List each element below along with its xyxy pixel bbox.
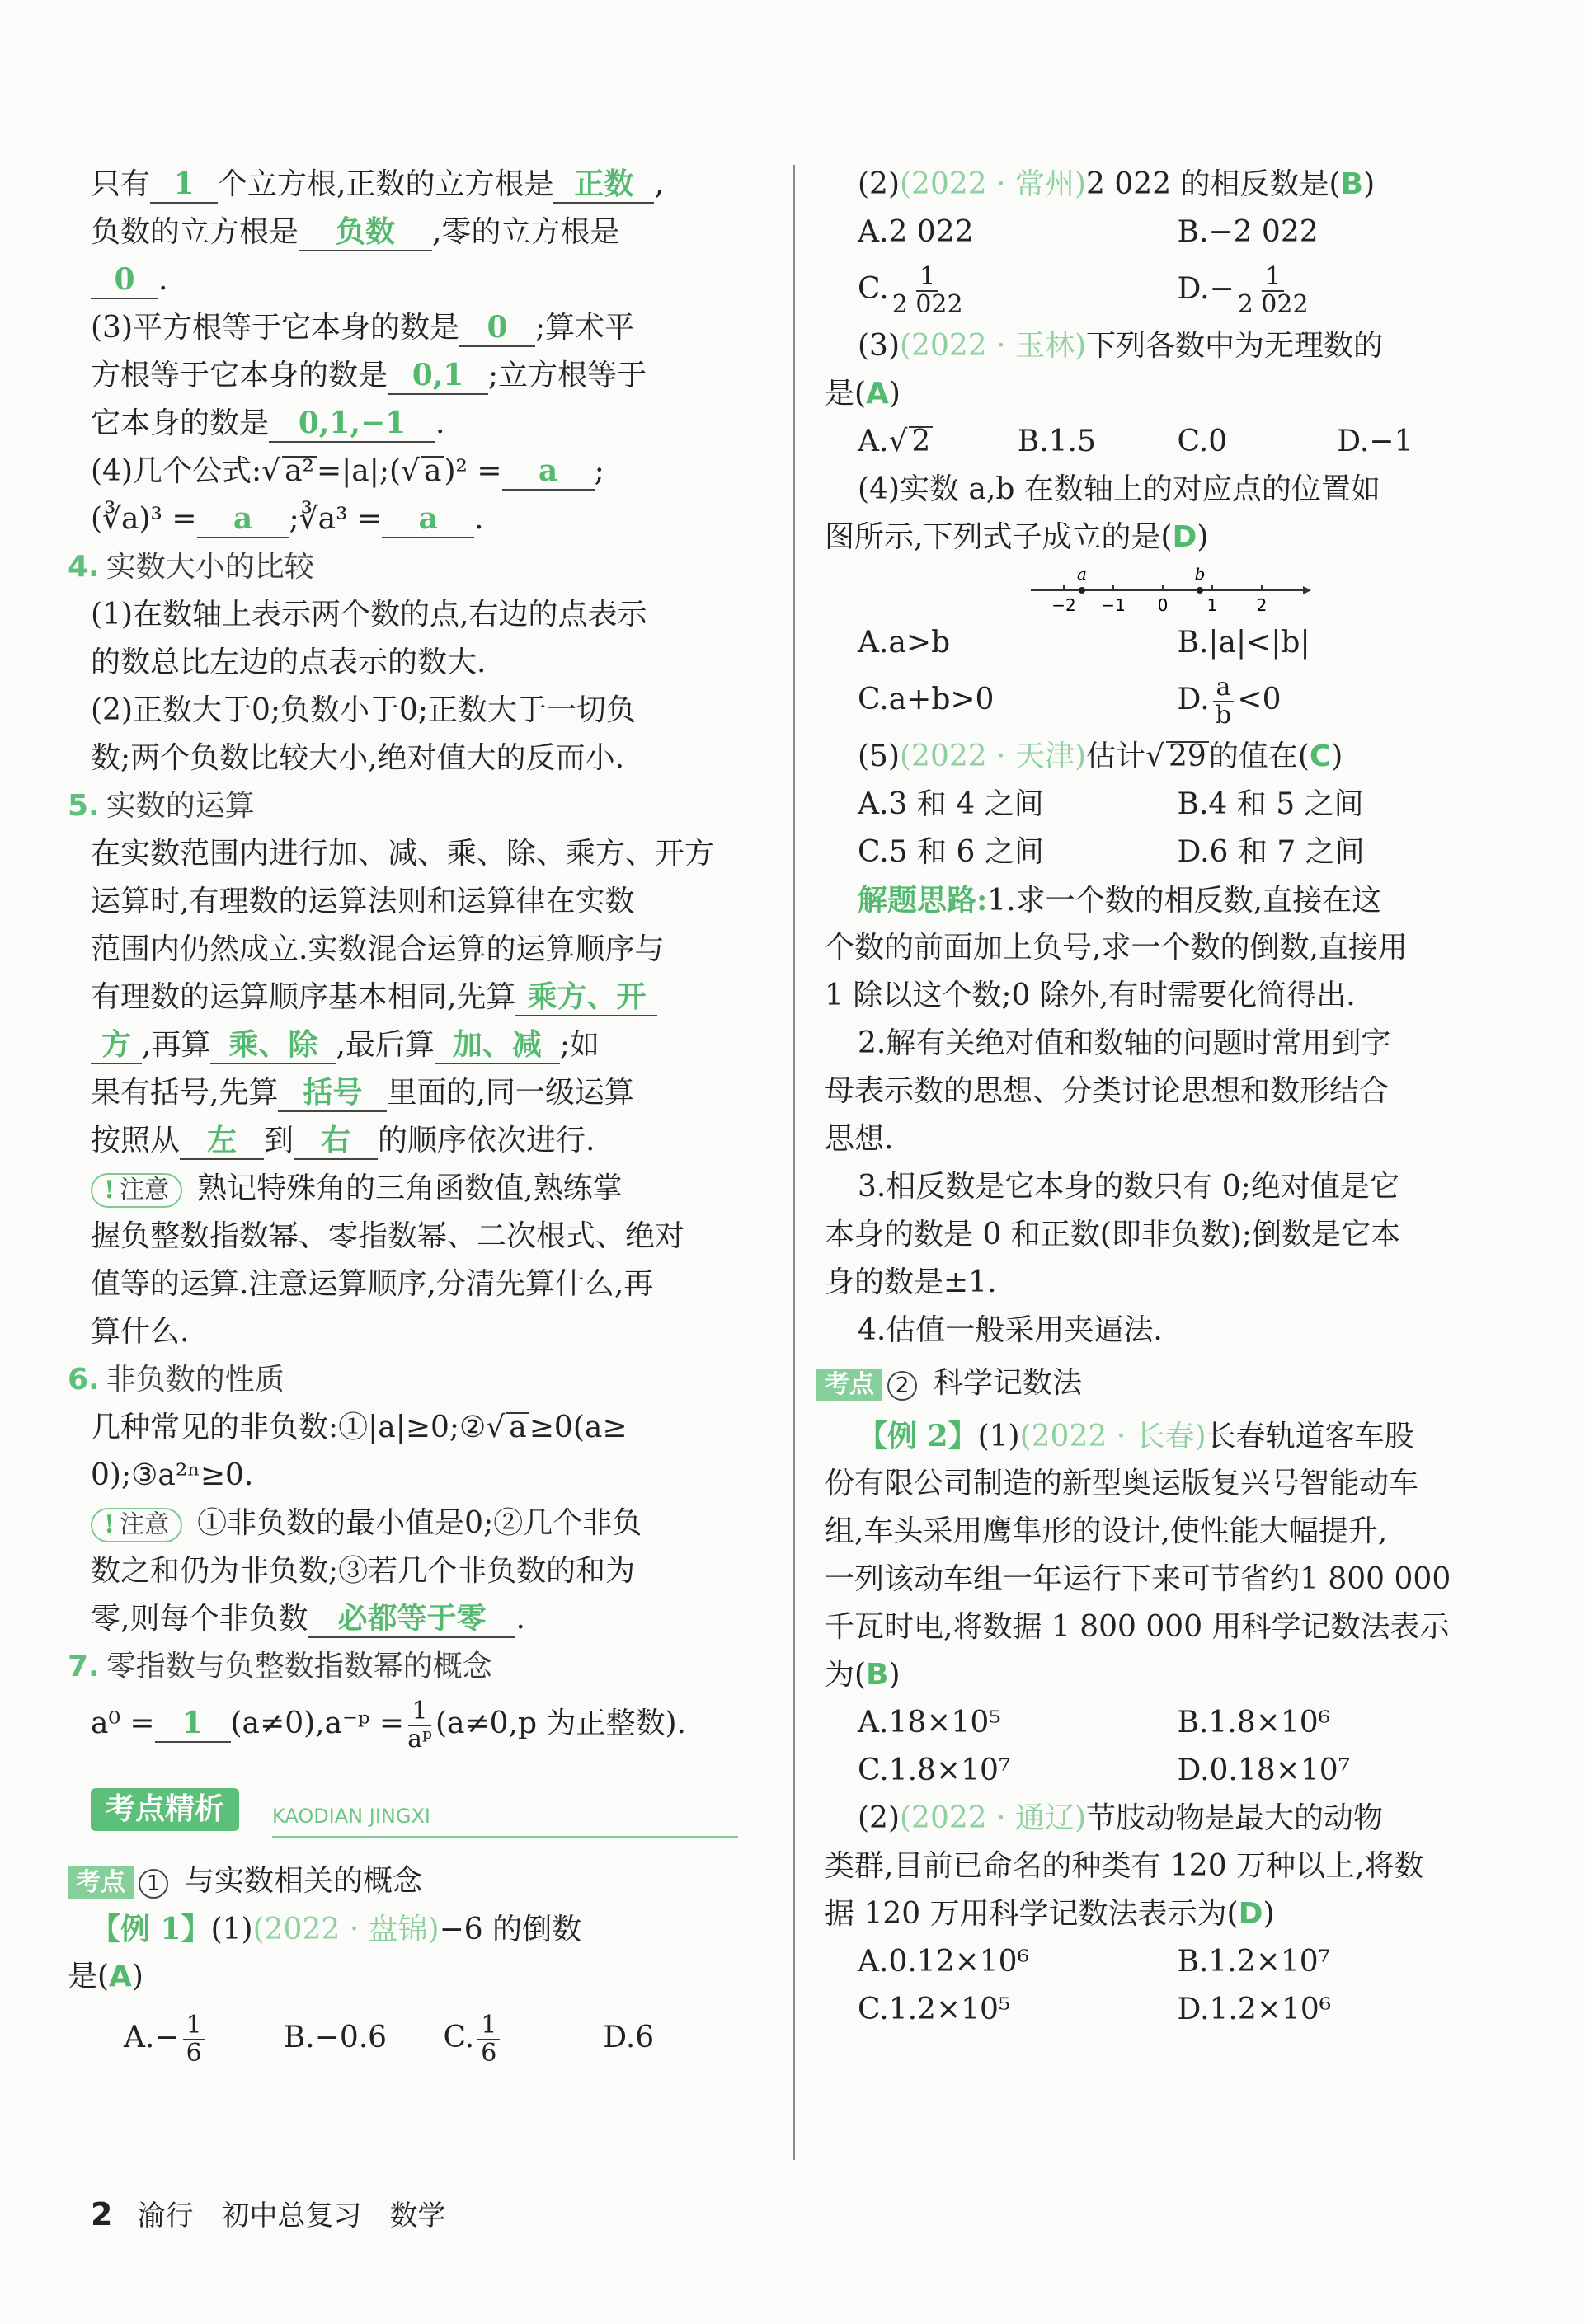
answer-blank: 加、减 (435, 1026, 560, 1064)
tick-label: 1 (1206, 595, 1218, 615)
section-heading: 5. 实数的运算 (68, 789, 255, 823)
column-divider (793, 165, 795, 2160)
options-row: A.√ 2 B.1.5 C.0 D.−1 (858, 425, 1413, 458)
text-line: 0 . (91, 256, 763, 304)
number-line-figure (1031, 561, 1311, 619)
point-b (1197, 587, 1203, 594)
option-a: A.− $\frac{1}{6}$ (124, 2001, 284, 2075)
left-column (68, 161, 763, 2075)
options-row: C.a+b>0 D. $\frac{a}{b}$ <0 (858, 673, 1282, 730)
answer: A (109, 1960, 132, 1993)
answer: B (866, 1658, 889, 1692)
banner-title: 考点精析 (91, 1788, 239, 1831)
answer-blank: 负数 (299, 214, 432, 251)
options-row: C.1.2×10⁵ D.1.2×10⁶ (858, 1993, 1332, 2026)
answer-blank: 0,1 (388, 357, 488, 395)
answer-blank: 正数 (553, 166, 654, 204)
answer-blank: a (502, 453, 595, 491)
page-number: 2 (91, 2196, 113, 2232)
question-line: 【例 1】(1)(2022 · 盘锦)−6 的倒数 (91, 1912, 582, 1946)
note-badge: ! 注意 (91, 1173, 182, 1208)
answer-blank: a (197, 500, 289, 538)
hint-line: 解题思路:1.求一个数的相反数,直接在这 (858, 883, 1382, 918)
text-line: (3)平方根等于它本身的数是 0 ;算术平 (91, 304, 763, 352)
fraction: $\frac{1}{\text{aᵖ}}$ (407, 1697, 432, 1754)
section-heading: 4. 实数大小的比较 (68, 550, 314, 584)
question-line: 为(B) (825, 1658, 901, 1692)
answer-blank: 必都等于零 (308, 1600, 515, 1638)
question-line: 图所示,下列式子成立的是(D) (825, 520, 1209, 554)
footer-subject: 数学 (389, 2200, 446, 2232)
note-line: ! 注意 ①非负数的最小值是0;②几个非负 (91, 1500, 763, 1547)
point-b-label: b (1194, 564, 1206, 584)
answer: C (1309, 739, 1332, 773)
number-line (1031, 561, 1311, 619)
text-line: 一列该动车组一年运行下来可节省约1 800 000 (825, 1562, 1451, 1596)
text-line: 负数的立方根是 负数 ,零的立方根是 (91, 209, 763, 256)
text-line: 3.相反数是它本身的数只有 0;绝对值是它 (858, 1170, 1399, 1204)
text-line: 份有限公司制造的新型奥运版复兴号智能动车 (825, 1467, 1419, 1500)
answer-blank: 括号 (278, 1074, 387, 1112)
topic-heading: 考点 1 与实数相关的概念 (68, 1857, 763, 1905)
text-line: 范围内仍然成立.实数混合运算的运算顺序与 (91, 932, 665, 966)
footer-series: 初中总复习 (221, 2200, 362, 2232)
topic-number: 1 (139, 1869, 168, 1899)
section-heading: 6. 非负数的性质 (68, 1363, 285, 1397)
text-line: 零,则每个非负数 必都等于零 . (91, 1595, 763, 1643)
topic-tag: 考点 (816, 1369, 882, 1401)
tick-label: −2 (1051, 595, 1076, 615)
answer-blank: 1 (150, 166, 218, 204)
option-c: C. $\frac{1}{6}$ (444, 2001, 604, 2075)
text-line: (4)实数 a,b 在数轴上的对应点的位置如 (858, 472, 1380, 506)
option-d: D.6 (603, 2021, 655, 2054)
options-row: A.3 和 4 之间 B.4 和 5 之间 (858, 787, 1364, 821)
text-line: 数之和仍为非负数;③若几个非负数的和为 (91, 1554, 636, 1588)
arrow-icon (1303, 586, 1311, 594)
answer-blank: 右 (294, 1122, 378, 1160)
note-badge: ! 注意 (91, 1508, 182, 1542)
text-line: 运算时,有理数的运算法则和运算律在实数 (91, 885, 635, 918)
text-line: 几种常见的非负数:①|a|≥0;②√ a≥0(a≥ (91, 1411, 628, 1444)
text-line: 值等的运算.注意运算顺序,分清先算什么,再 (91, 1267, 654, 1301)
question-line: (2)(2022 · 通辽)节肢动物是最大的动物 (858, 1801, 1384, 1835)
text-line: 有理数的运算顺序基本相同,先算 乘方、开 (91, 974, 763, 1021)
text-line: 本身的数是 0 和正数(即非负数);倒数是它本 (825, 1218, 1401, 1251)
answer-blank: 方 (91, 1026, 142, 1064)
answer-blank: 0 (91, 261, 158, 299)
text-line: 数;两个负数比较大小,绝对值大的反而小. (91, 741, 625, 775)
question-line: 据 120 万用科学记数法表示为(D) (825, 1897, 1275, 1931)
note-line: ! 注意 熟记特殊角的三角函数值,熟练掌 (91, 1165, 763, 1213)
options-row: A.2 022 B.−2 022 (858, 215, 1319, 249)
text-line: 只有 1 个立方根,正数的立方根是 正数 , (91, 161, 763, 209)
point-a-label: a (1077, 564, 1087, 584)
banner-subtitle: KAODIAN JINGXI (272, 1805, 430, 1828)
options-row: A.a>b B.|a|<|b| (858, 626, 1310, 660)
tick-label: −1 (1101, 595, 1126, 615)
options-row: A.0.12×10⁶ B.1.2×10⁷ (858, 1945, 1331, 1979)
text-line: 身的数是±1. (825, 1265, 997, 1299)
text-line: 方 ,再算 乘、除 ,最后算 加、减 ;如 (91, 1021, 763, 1069)
options-row (91, 2001, 763, 2075)
options-row: C.1.8×10⁷ D.0.18×10⁷ (858, 1754, 1351, 1787)
options-row: C.5 和 6 之间 D.6 和 7 之间 (858, 835, 1365, 869)
answer-blank: 乘方、开 (515, 979, 657, 1016)
option-b: B.−0.6 (283, 2021, 388, 2054)
page-footer (91, 2193, 473, 2233)
answer-blank: 0,1,−1 (269, 405, 435, 443)
answer: D (1238, 1897, 1263, 1931)
answer-blank: 左 (180, 1122, 264, 1160)
topic-number: 2 (887, 1371, 917, 1401)
exclamation-icon: ! (104, 1176, 115, 1204)
text-line: 思想. (825, 1122, 894, 1156)
answer-blank: 1 (155, 1705, 231, 1743)
point-a (1079, 587, 1085, 594)
answer: B (1340, 167, 1364, 201)
question-line: (5)(2022 · 天津)估计√ 29的值在(C) (858, 739, 1343, 773)
question-line: 是(A) (825, 377, 901, 411)
text-line: 在实数范围内进行加、减、乘、除、乘方、开方 (91, 837, 715, 871)
topic-tag: 考点 (68, 1866, 134, 1899)
topic-heading: 考点 2 科学记数法 (816, 1354, 1497, 1412)
text-line: 母表示数的思想、分类讨论思想和数形结合 (825, 1074, 1390, 1108)
text-line: 2.解有关绝对值和数轴的问题时常用到字 (858, 1026, 1391, 1060)
formula-line: (4)几个公式:√ a²=|a|;(√ a)² = a ; (91, 448, 763, 495)
text-line: 0);③a²ⁿ≥0. (91, 1458, 254, 1492)
question-line: (2)(2022 · 常州)2 022 的相反数是(B) (858, 167, 1376, 201)
text-line: 按照从 左 到 右 的顺序依次进行. (91, 1117, 763, 1165)
right-column (825, 161, 1497, 2034)
question-line: 【例 2】(1)(2022 · 长春)长春轨道客车股 (858, 1419, 1414, 1453)
exclamation-icon: ! (104, 1510, 115, 1539)
text-line: 方根等于它本身的数是 0,1 ;立方根等于 (91, 352, 763, 400)
section-heading: 7. 零指数与负整数指数幂的概念 (68, 1650, 492, 1683)
tick-label: 2 (1256, 595, 1268, 615)
text-line: 个数的前面加上负号,求一个数的倒数,直接用 (825, 931, 1408, 965)
text-line: 类群,目前已命名的种类有 120 万种以上,将数 (825, 1849, 1424, 1883)
answer-blank: a (382, 500, 474, 538)
text-line: 组,车头采用鹰隼形的设计,使性能大幅提升, (825, 1514, 1388, 1548)
formula-line: a⁰ = 1 (a≠0),a⁻ᵖ = $\frac{1}{\text{aᵖ}}$ (a≠0,p 为正整数). (91, 1697, 686, 1754)
answer: A (866, 377, 889, 411)
banner-rule (272, 1836, 738, 1838)
text-line: 的数总比左边的点表示的数大. (91, 646, 487, 679)
formula-line: (∛a)³ = a ;∛a³ = a . (91, 495, 763, 543)
question-line: (3)(2022 · 玉林)下列各数中为无理数的 (858, 329, 1384, 363)
footer-brand: 渝行 (137, 2200, 194, 2232)
text-line: 算什么. (91, 1315, 190, 1349)
answer-blank: 乘、除 (210, 1026, 336, 1064)
section-banner (91, 1780, 763, 1846)
text-line: 4.估值一般采用夹逼法. (858, 1313, 1163, 1347)
answer: D (1172, 520, 1197, 554)
text-line: (1)在数轴上表示两个数的点,右边的点表示 (91, 598, 647, 631)
text-line: (2)正数大于0;负数小于0;正数大于一切负 (91, 693, 637, 727)
text-line: 握负整数指数幂、零指数幂、二次根式、绝对 (91, 1219, 685, 1253)
text-line: 它本身的数是 0,1,−1 . (91, 400, 763, 448)
options-row: C. $\frac{1}{2 022}$ D.− $\frac{1}{2 022}$ (858, 262, 1309, 319)
text-line: 果有括号,先算 括号 里面的,同一级运算 (91, 1069, 763, 1117)
text-line: 千瓦时电,将数据 1 800 000 用科学记数法表示 (825, 1610, 1450, 1644)
answer-blank: 0 (459, 309, 535, 347)
tick-label: 0 (1157, 595, 1169, 615)
options-row: A.18×10⁵ B.1.8×10⁶ (858, 1706, 1331, 1739)
question-line: 是(A) (68, 1960, 143, 1993)
text-line: 1 除以这个数;0 除外,有时需要化简得出. (825, 979, 1356, 1012)
